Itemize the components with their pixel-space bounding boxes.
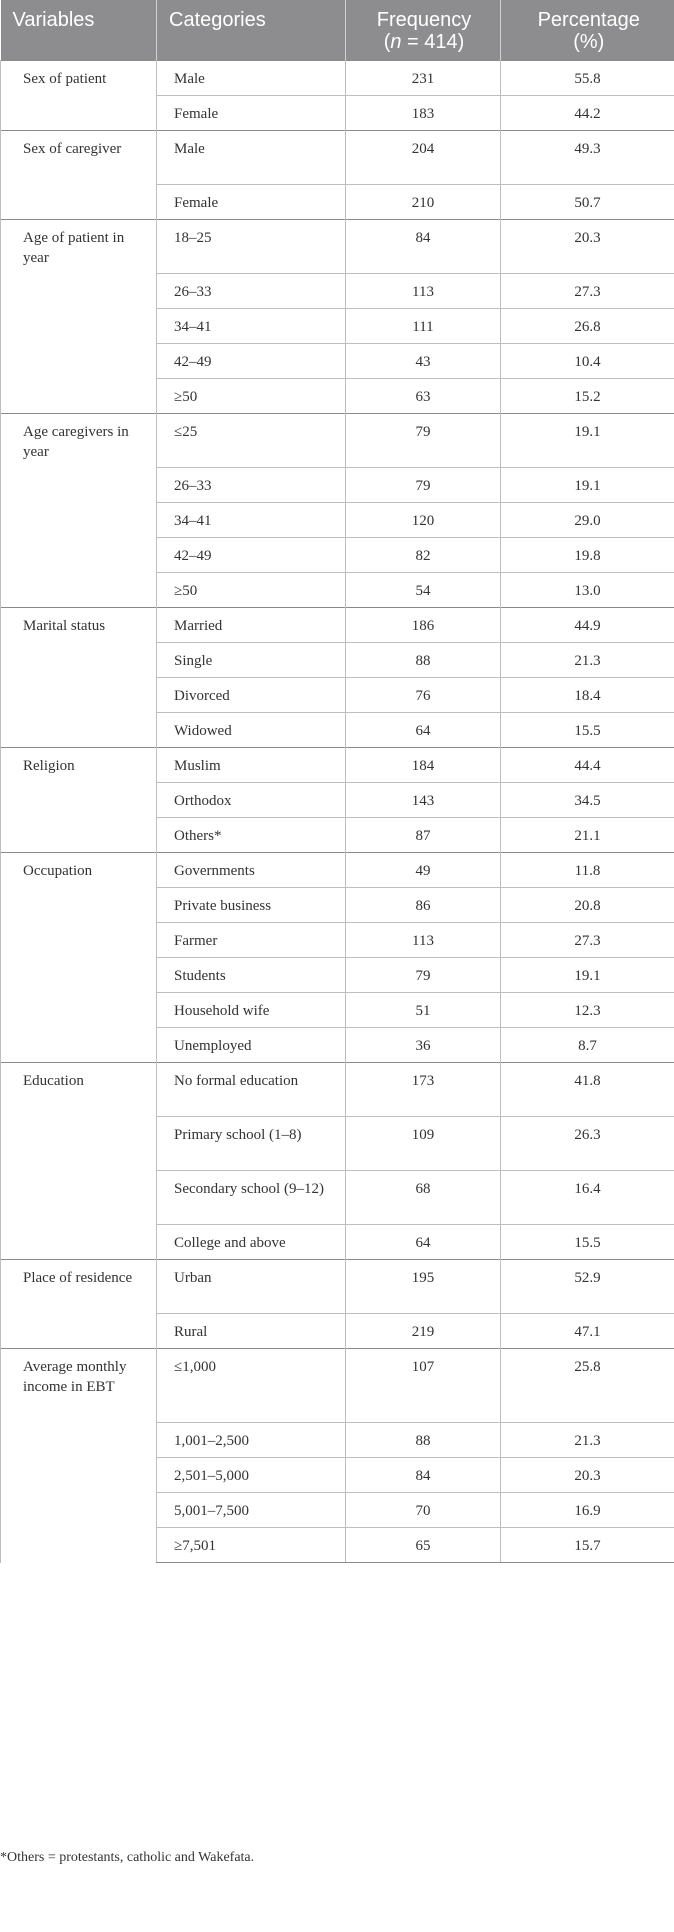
percentage-cell: 21.1 <box>501 818 674 853</box>
variable-cell: Average monthly income in EBT <box>1 1349 157 1563</box>
table-footnote: *Others = protestants, catholic and Wakefata. <box>0 1850 255 1865</box>
frequency-cell: 210 <box>346 185 501 220</box>
table-row <box>1 1063 674 1117</box>
percentage-cell: 34.5 <box>501 783 674 818</box>
variable-cell: Age of patient in year <box>1 220 157 414</box>
variable-cell: Sex of patient <box>1 61 157 131</box>
table-row <box>1 131 674 185</box>
percentage-cell: 15.2 <box>501 379 674 414</box>
header-frequency <box>346 0 501 61</box>
frequency-cell: 64 <box>346 1225 501 1260</box>
category-cell: 1,001–2,500 <box>157 1423 346 1458</box>
percentage-cell: 25.8 <box>501 1349 674 1423</box>
percentage-cell: 19.1 <box>501 958 674 993</box>
category-cell: Students <box>157 958 346 993</box>
percentage-cell: 41.8 <box>501 1063 674 1117</box>
percentage-cell: 13.0 <box>501 573 674 608</box>
category-cell: ≥50 <box>157 379 346 414</box>
variable-cell: Marital status <box>1 608 157 748</box>
frequency-cell: 143 <box>346 783 501 818</box>
frequency-cell: 173 <box>346 1063 501 1117</box>
percentage-cell: 26.8 <box>501 309 674 344</box>
category-cell: Unemployed <box>157 1028 346 1063</box>
frequency-cell: 184 <box>346 748 501 783</box>
header-frequency-n: (n = 414) <box>383 31 465 53</box>
frequency-cell: 36 <box>346 1028 501 1063</box>
percentage-cell: 49.3 <box>501 131 674 185</box>
category-cell: 42–49 <box>157 538 346 573</box>
category-cell: No formal education <box>157 1063 346 1117</box>
variable-cell: Religion <box>1 748 157 853</box>
percentage-cell: 18.4 <box>501 678 674 713</box>
category-cell: Female <box>157 96 346 131</box>
table-row <box>1 61 674 96</box>
percentage-cell: 15.7 <box>501 1528 674 1563</box>
frequency-cell: 195 <box>346 1260 501 1314</box>
header-percentage-label: Percentage <box>537 9 640 31</box>
frequency-cell: 43 <box>346 344 501 379</box>
frequency-cell: 111 <box>346 309 501 344</box>
category-cell: Rural <box>157 1314 346 1349</box>
variable-cell: Occupation <box>1 853 157 1063</box>
percentage-cell: 21.3 <box>501 643 674 678</box>
percentage-cell: 19.1 <box>501 468 674 503</box>
header-categories: Categories <box>157 0 346 61</box>
table-row <box>1 220 674 274</box>
percentage-cell: 27.3 <box>501 923 674 958</box>
frequency-cell: 76 <box>346 678 501 713</box>
header-percentage-unit: (%) <box>573 31 605 53</box>
category-cell: Secondary school (9–12) <box>157 1171 346 1225</box>
table-row <box>1 608 674 643</box>
frequency-cell: 113 <box>346 923 501 958</box>
percentage-cell: 26.3 <box>501 1117 674 1171</box>
frequency-cell: 107 <box>346 1349 501 1423</box>
frequency-cell: 70 <box>346 1493 501 1528</box>
category-cell: Orthodox <box>157 783 346 818</box>
category-cell: Male <box>157 61 346 96</box>
frequency-cell: 87 <box>346 818 501 853</box>
percentage-cell: 21.3 <box>501 1423 674 1458</box>
table-row <box>1 1260 674 1314</box>
category-cell: Others* <box>157 818 346 853</box>
header-percentage <box>501 0 674 61</box>
variable-cell: Age caregivers in year <box>1 414 157 608</box>
percentage-cell: 15.5 <box>501 713 674 748</box>
frequency-cell: 231 <box>346 61 501 96</box>
category-cell: 18–25 <box>157 220 346 274</box>
variable-cell: Sex of caregiver <box>1 131 157 220</box>
percentage-cell: 29.0 <box>501 503 674 538</box>
frequency-cell: 219 <box>346 1314 501 1349</box>
table-row <box>1 853 674 888</box>
frequency-cell: 120 <box>346 503 501 538</box>
percentage-cell: 20.3 <box>501 220 674 274</box>
percentage-cell: 55.8 <box>501 61 674 96</box>
category-cell: 42–49 <box>157 344 346 379</box>
percentage-cell: 10.4 <box>501 344 674 379</box>
category-cell: Primary school (1–8) <box>157 1117 346 1171</box>
table-row <box>1 1349 674 1423</box>
category-cell: ≥7,501 <box>157 1528 346 1563</box>
category-cell: ≤25 <box>157 414 346 468</box>
category-cell: Widowed <box>157 713 346 748</box>
category-cell: Household wife <box>157 993 346 1028</box>
frequency-cell: 51 <box>346 993 501 1028</box>
percentage-cell: 19.1 <box>501 414 674 468</box>
category-cell: Private business <box>157 888 346 923</box>
category-cell: College and above <box>157 1225 346 1260</box>
frequency-cell: 204 <box>346 131 501 185</box>
percentage-cell: 19.8 <box>501 538 674 573</box>
percentage-cell: 16.9 <box>501 1493 674 1528</box>
category-cell: Farmer <box>157 923 346 958</box>
percentage-cell: 44.9 <box>501 608 674 643</box>
percentage-cell: 8.7 <box>501 1028 674 1063</box>
frequency-cell: 84 <box>346 220 501 274</box>
frequency-cell: 88 <box>346 1423 501 1458</box>
category-cell: Urban <box>157 1260 346 1314</box>
table-body <box>1 61 674 1563</box>
category-cell: Muslim <box>157 748 346 783</box>
category-cell: Female <box>157 185 346 220</box>
percentage-cell: 20.3 <box>501 1458 674 1493</box>
frequency-cell: 109 <box>346 1117 501 1171</box>
percentage-cell: 44.4 <box>501 748 674 783</box>
frequency-cell: 84 <box>346 1458 501 1493</box>
frequency-cell: 79 <box>346 468 501 503</box>
category-cell: Divorced <box>157 678 346 713</box>
frequency-cell: 186 <box>346 608 501 643</box>
category-cell: 26–33 <box>157 274 346 309</box>
frequency-cell: 79 <box>346 958 501 993</box>
percentage-cell: 47.1 <box>501 1314 674 1349</box>
category-cell: Male <box>157 131 346 185</box>
frequency-cell: 64 <box>346 713 501 748</box>
percentage-cell: 44.2 <box>501 96 674 131</box>
variable-cell: Place of residence <box>1 1260 157 1349</box>
table-row <box>1 414 674 468</box>
percentage-cell: 52.9 <box>501 1260 674 1314</box>
category-cell: Married <box>157 608 346 643</box>
category-cell: Single <box>157 643 346 678</box>
category-cell: ≥50 <box>157 573 346 608</box>
table-row <box>1 748 674 783</box>
percentage-cell: 27.3 <box>501 274 674 309</box>
category-cell: 34–41 <box>157 309 346 344</box>
frequency-cell: 68 <box>346 1171 501 1225</box>
frequency-cell: 113 <box>346 274 501 309</box>
frequency-cell: 65 <box>346 1528 501 1563</box>
category-cell: 5,001–7,500 <box>157 1493 346 1528</box>
percentage-cell: 50.7 <box>501 185 674 220</box>
percentage-cell: 11.8 <box>501 853 674 888</box>
frequency-cell: 88 <box>346 643 501 678</box>
category-cell: 2,501–5,000 <box>157 1458 346 1493</box>
header-variables: Variables <box>1 0 157 61</box>
category-cell: 26–33 <box>157 468 346 503</box>
frequency-cell: 79 <box>346 414 501 468</box>
frequency-cell: 49 <box>346 853 501 888</box>
percentage-cell: 20.8 <box>501 888 674 923</box>
percentage-cell: 15.5 <box>501 1225 674 1260</box>
category-cell: ≤1,000 <box>157 1349 346 1423</box>
frequency-cell: 63 <box>346 379 501 414</box>
frequency-cell: 86 <box>346 888 501 923</box>
frequency-cell: 54 <box>346 573 501 608</box>
table-header-row <box>1 0 674 61</box>
category-cell: 34–41 <box>157 503 346 538</box>
header-frequency-label: Frequency <box>376 9 472 31</box>
percentage-cell: 12.3 <box>501 993 674 1028</box>
frequency-cell: 183 <box>346 96 501 131</box>
variable-cell: Education <box>1 1063 157 1260</box>
percentage-cell: 16.4 <box>501 1171 674 1225</box>
category-cell: Governments <box>157 853 346 888</box>
frequency-cell: 82 <box>346 538 501 573</box>
